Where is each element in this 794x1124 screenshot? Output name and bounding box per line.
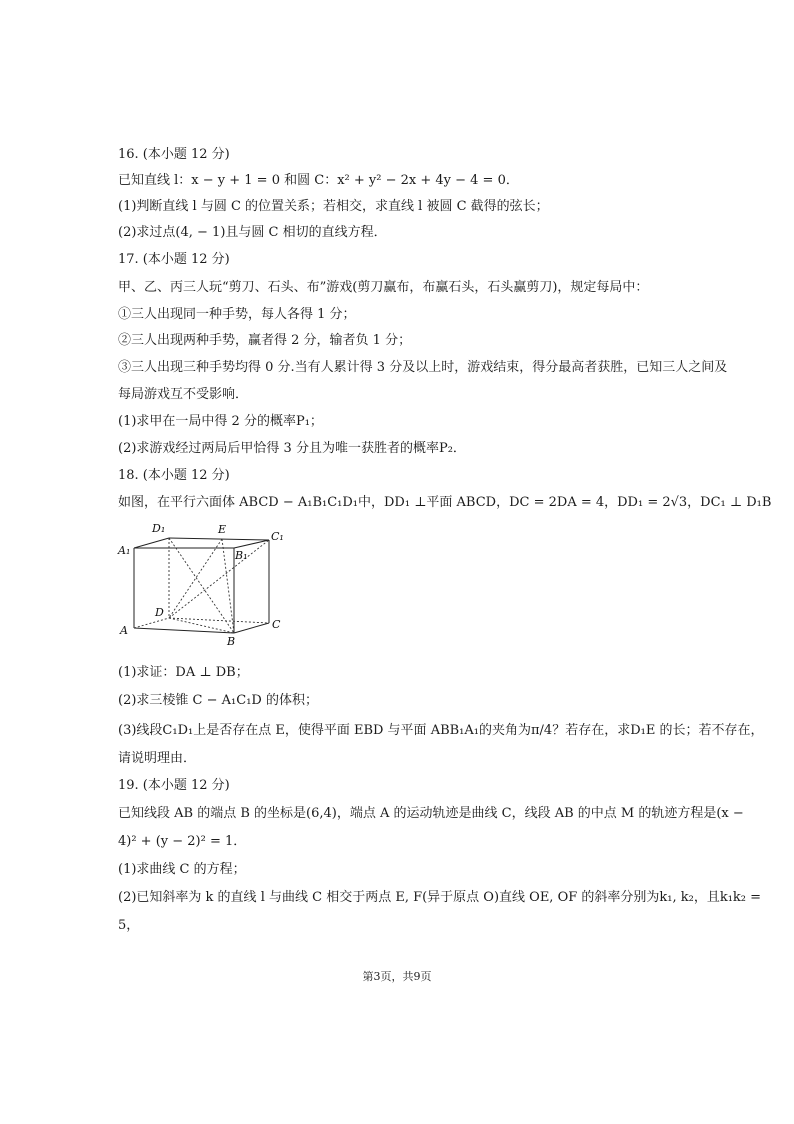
label-d: D [155,606,164,619]
problem-17-rule-3-cont: 每局游戏互不受影响． [118,387,249,402]
problem-19-part-1: (1)求曲线 C 的方程； [118,862,246,877]
problem-19-header: 19. (本小题 12 分) [118,778,230,793]
segment-e-d [169,539,222,618]
label-c: C [272,618,281,631]
problem-16-part-1: (1)判断直线 l 与圆 C 的位置关系；若相交，求直线 l 被圆 C 截得的弦长； [118,199,549,214]
edge-b-c [234,623,269,633]
problem-16-part-2: (2)求过点(4, − 1)且与圆 C 相切的直线方程． [118,225,387,240]
problem-16-header: 16. (本小题 12 分) [118,147,230,162]
segment-e-b [222,539,234,633]
label-d1: D₁ [152,522,166,535]
edge-d1-c1 [169,538,269,540]
label-a: A [120,624,128,637]
parallelepiped-figure [114,518,294,646]
label-a1: A₁ [118,544,131,557]
problem-18-header: 18. (本小题 12 分) [118,468,230,483]
label-b1: B₁ [235,549,248,562]
problem-18-part-3-cont: 请说明理由． [118,751,197,766]
problem-17-rule-1: ①三人出现同一种手势，每人各得 1 分； [118,307,356,322]
label-c1: C₁ [271,530,284,543]
edge-d-c [169,618,269,623]
page-footer: 第3页，共9页 [362,970,432,983]
label-e: E [218,523,227,536]
problem-18-part-3: (3)线段C₁D₁上是否存在点 E，使得平面 EBD 与平面 ABB₁A₁的夹角为π/4？若存在，求D₁E 的长；若不存在， [118,723,764,738]
problem-17-part-1: (1)求甲在一局中得 2 分的概率P₁； [118,414,323,429]
problem-19-statement-cont: 4)² + (y − 2)² = 1． [118,834,247,849]
segment-d-b [169,618,234,633]
segment-d-c1 [169,540,269,618]
problem-19-part-2: (2)已知斜率为 k 的直线 l 与曲线 C 相交于两点 E, F(异于原点 O)直线 OE, OF 的斜率分别为k₁, k₂，且k₁k₂ = [118,890,762,905]
problem-18-statement: 如图，在平行六面体 ABCD − A₁B₁C₁D₁中，DD₁ ⊥平面 ABCD，DC = 2DA = 4，DD₁ = 2√3，DC₁ ⊥ D₁B [118,495,772,510]
problem-18-part-2: (2)求三棱锥 C − A₁C₁D 的体积； [118,693,318,708]
edge-a1-d1 [134,538,169,548]
label-b: B [227,635,236,646]
problem-19-part-2-cont: 5， [118,918,140,933]
problem-16-statement: 已知直线 l：x − y + 1 = 0 和圆 C：x² + y² − 2x + 4y − 4 = 0． [118,173,519,188]
problem-19-statement: 已知线段 AB 的端点 B 的坐标是(6,4)，端点 A 的运动轨迹是曲线 C，线段 AB 的中点 M 的轨迹方程是(x − [118,806,744,821]
problem-17-part-2: (2)求游戏经过两局后甲恰得 3 分且为唯一获胜者的概率P₂． [118,441,466,456]
problem-18-part-1: (1)求证：DA ⊥ DB； [118,665,249,680]
problem-17-rule-2: ②三人出现两种手势，赢者得 2 分，输者负 1 分； [118,333,412,348]
problem-17-rule-3: ③三人出现三种手势均得 0 分.当有人累计得 3 分及以上时，游戏结束，得分最高者获胜，已知三人之间及 [118,360,728,375]
edge-a-b [134,628,234,633]
problem-17-header: 17. (本小题 12 分) [118,252,230,267]
edge-a-d [134,618,169,628]
problem-17-statement: 甲、乙、丙三人玩“剪刀、石头、布”游戏(剪刀赢布，布赢石头，石头赢剪刀)，规定每局中： [118,280,649,295]
